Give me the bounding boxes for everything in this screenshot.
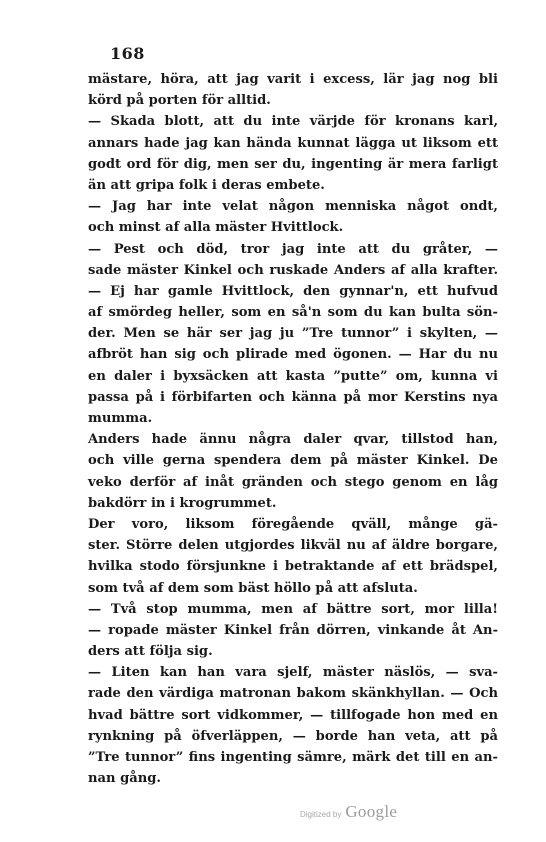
- text-line: af smördeg heller, som en så'n som du kan bulta sön-: [88, 305, 498, 321]
- body-text: [88, 69, 498, 789]
- text-line: Der voro, liksom föregående qväll, månge gä-: [88, 516, 498, 532]
- text-line: — Pest och död, tror jag inte att du gråter, —: [88, 241, 498, 257]
- text-line: ders att följa sig.: [88, 644, 213, 660]
- text-line: der. Men se här ser jag ju ”Tre tunnor” i skylten, —: [88, 326, 498, 342]
- text-line: — ropade mäster Kinkel från dörren, vinkande åt An-: [88, 622, 498, 638]
- text-line: och ville gerna spendera dem på mäster Kinkel. De: [88, 453, 498, 469]
- text-line: rynkning på öfverläppen, — borde han veta, att på: [88, 728, 498, 744]
- text-line: hvad bättre sort vidkommer, — tillfogade hon med en: [88, 707, 498, 723]
- text-line: Anders hade ännu några daler qvar, tillstod han,: [88, 432, 498, 448]
- text-line: — Två stop mumma, men af bättre sort, mor lilla!: [88, 601, 498, 617]
- text-line: hvilka stodo försjunkne i betraktande af ett brädspel,: [88, 559, 498, 575]
- digitization-watermark: [300, 802, 397, 822]
- text-line: — Liten kan han vara sjelf, mäster näslös, — sva-: [88, 665, 498, 681]
- text-line: veko derför af inåt gränden och stego genom en låg: [88, 474, 498, 490]
- text-line: än att gripa folk i deras embete.: [88, 177, 325, 193]
- page-number: 168: [110, 44, 145, 63]
- text-line: ”Tre tunnor” fins ingenting sämre, märk det till en an-: [88, 750, 498, 765]
- text-line: bakdörr in i krogrummet.: [88, 495, 277, 511]
- text-line: nan gång.: [88, 771, 161, 787]
- text-line: och minst af alla mäster Hvittlock.: [88, 220, 344, 236]
- text-line: — Skada blott, att du inte värjde för kronans karl,: [88, 114, 498, 130]
- text-line: mästare, höra, att jag varit i excess, lär jag nog bli: [88, 72, 498, 87]
- text-line: — Jag har inte velat någon menniska något ondt,: [88, 199, 498, 215]
- text-line: afbröt han sig och plirade med ögonen. — Har du nu: [88, 347, 498, 363]
- text-line: sade mäster Kinkel och ruskade Anders af alla krafter.: [88, 262, 498, 278]
- text-line: mumma.: [88, 411, 153, 426]
- text-line: ster. Större delen utgjordes likväl nu af äldre borgare,: [88, 538, 498, 554]
- text-line: en daler i byxsäcken att kasta ”putte” om, kunna vi: [88, 368, 498, 384]
- text-line: som två af dem som bäst höllo på att afsluta.: [88, 580, 418, 596]
- text-line: — Ej har gamle Hvittlock, den gynnar'n, ett hufvud: [88, 283, 498, 299]
- google-logo: Google: [345, 802, 398, 821]
- text-line: körd på porten för alltid.: [88, 93, 271, 109]
- digitized-by-label: Digitized by: [300, 810, 342, 819]
- text-line: godt ord för dig, men ser du, ingenting är mera farligt: [88, 156, 498, 172]
- text-line: rade den värdiga matronan bakom skänkhyllan. — Och: [88, 686, 498, 702]
- text-line: passa på i förbifarten och känna på mor Kerstins nya: [88, 389, 498, 405]
- text-line: annars hade jag kan hända kunnat lägga ut liksom ett: [88, 135, 498, 151]
